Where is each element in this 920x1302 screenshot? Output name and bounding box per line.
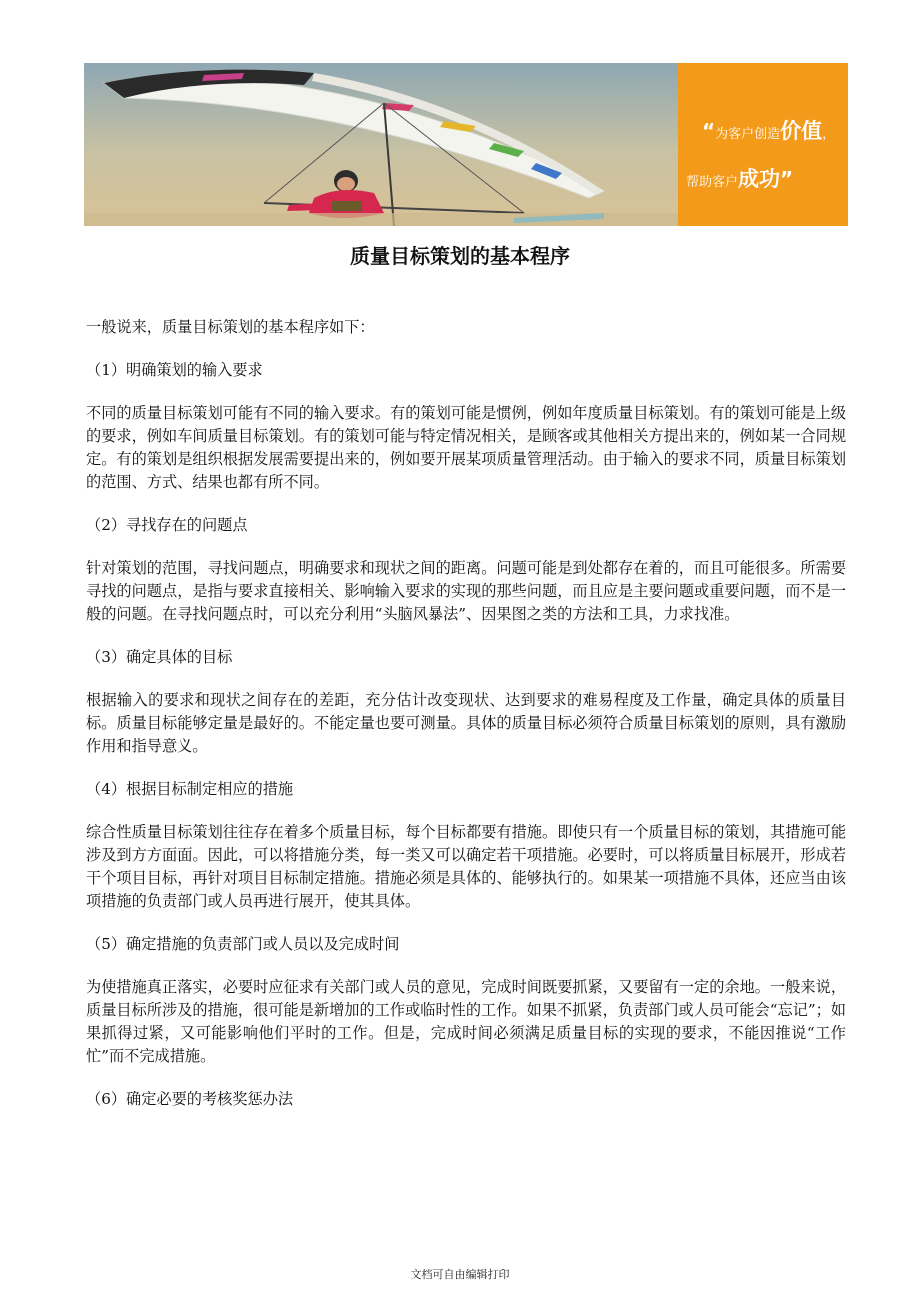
intro-paragraph: 一般说来，质量目标策划的基本程序如下： — [86, 318, 375, 336]
section-5-body: 为使措施真正落实，必要时应征求有关部门或人员的意见，完成时间既要抓紧，又要留有一定的余地。一般来说，质量目标所涉及的措施，很可能是新增加的工作或临时性的工作。如果不抓紧，负责部门或人员可能会“忘记”；如果抓得过紧，又可能影响他们平时的工作。但是，完成时间必须满足质量目标的实现的要求，不能因推说“工作忙”而不完成措施。 — [86, 978, 846, 1065]
hang-glider-illustration — [84, 63, 678, 226]
slogan-panel — [678, 63, 848, 226]
section-2-heading: （2）寻找存在的问题点 — [86, 516, 248, 534]
slogan-line-1 — [702, 115, 835, 145]
section-3-body: 根据输入的要求和现状之间存在的差距，充分估计改变现状、达到要求的难易程度及工作量，确定具体的质量目标。质量目标能够定量是最好的。不能定量也要可测量。具体的质量目标必须符合质量目标策划的原则，具有激励作用和指导意义。 — [86, 691, 846, 755]
section-1-body: 不同的质量目标策划可能有不同的输入要求。有的策划可能是惯例，例如年度质量目标策划。有的策划可能是上级的要求，例如车间质量目标策划。有的策划可能与特定情况相关，是顾客或其他相关方提出来的，例如某一合同规定。有的策划是组织根据发展需要提出来的，例如要开展某项质量管理活动。由于输入的要求不同，质量目标策划的范围、方式、结果也都有所不同。 — [86, 404, 846, 491]
section-4-body: 综合性质量目标策划往往存在着多个质量目标，每个目标都要有措施。即使只有一个质量目标的策划，其措施可能涉及到方方面面。因此，可以将措施分类，每一类又可以确定若干项措施。必要时，可以将质量目标展开，形成若干个项目目标，再针对项目目标制定措施。措施必须是具体的、能够执行的。如果某一项措施不具体，还应当由该项措施的负责部门或人员再进行展开，使其具体。 — [86, 823, 846, 910]
header-banner — [84, 63, 848, 226]
section-1-heading: （1）明确策划的输入要求 — [86, 361, 263, 379]
document-body — [86, 316, 846, 1131]
slogan-line-2-emphasis: 成功 — [738, 167, 781, 191]
section-6-heading: （6）确定必要的考核奖惩办法 — [86, 1090, 294, 1108]
section-3-heading: （3）确定具体的目标 — [86, 648, 233, 666]
section-5-heading: （5）确定措施的负责部门或人员以及完成时间 — [86, 935, 400, 953]
slogan-line-1-emphasis: 价值 — [780, 119, 823, 143]
slogan-line-2 — [686, 163, 793, 193]
section-2-body: 针对策划的范围，寻找问题点，明确要求和现状之间的距离。问题可能是到处都存在着的，而且可能很多。所需要寻找的问题点，是指与要求直接相关、影响输入要求的实现的那些问题，而且应是主要问题或重要问题，而不是一般的问题。在寻找问题点时，可以充分利用“头脑风暴法”、因果图之类的方法和工具，力求找准。 — [86, 559, 846, 623]
hang-glider-photo — [84, 63, 678, 226]
open-quote: “ — [702, 119, 716, 143]
slogan-line-2-text: 帮助客户 — [686, 175, 739, 190]
close-quote: ” — [780, 167, 794, 191]
slogan-line-1-text: 为客户创造 — [715, 127, 781, 142]
section-4-heading: （4）根据目标制定相应的措施 — [86, 780, 294, 798]
document-title: 质量目标策划的基本程序 — [350, 244, 570, 268]
slogan-comma: ， — [822, 127, 836, 142]
page-footer: 文档可自由编辑打印 — [410, 1268, 510, 1281]
